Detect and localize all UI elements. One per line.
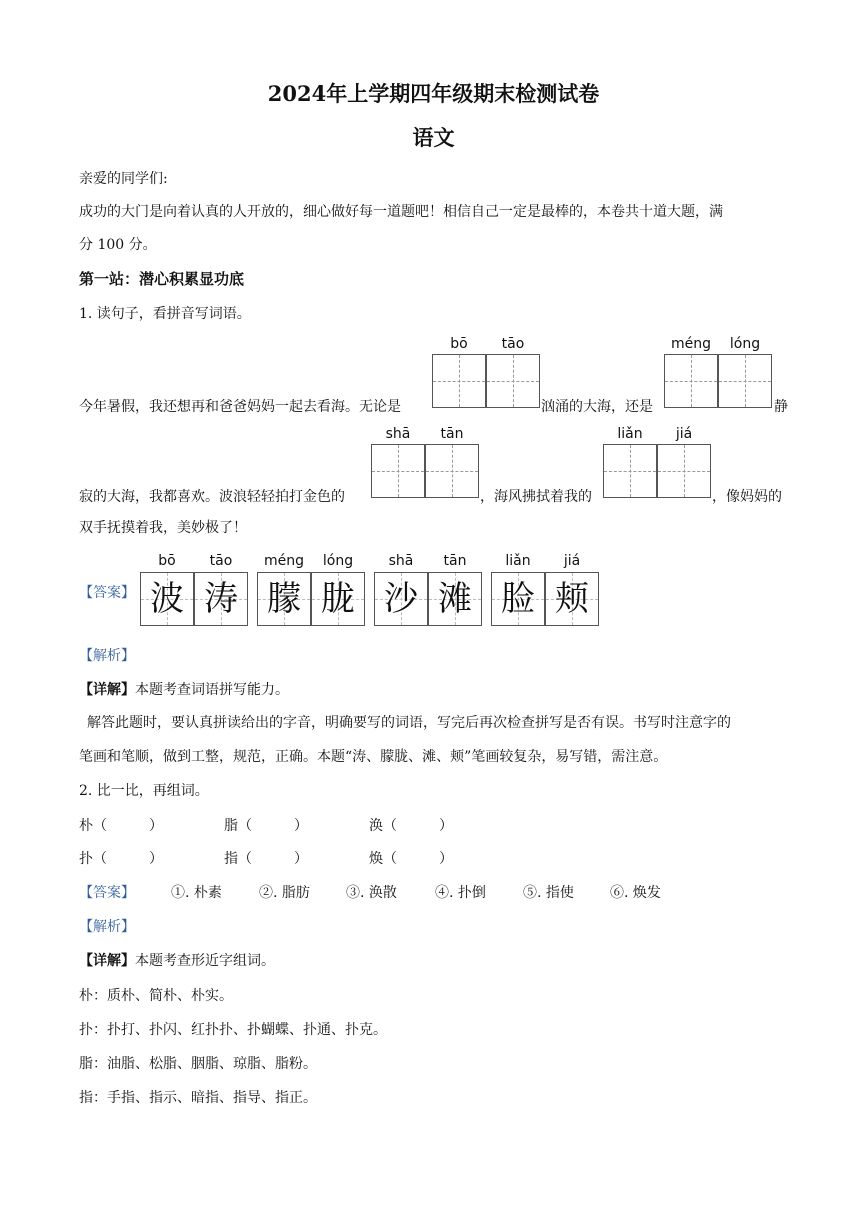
- pinyin-tan: tān: [440, 426, 464, 442]
- detail-text-2: 本题考查形近字组词。: [135, 953, 275, 969]
- answer-box: [257, 572, 311, 626]
- word-group-line: 扑：扑打、扑闪、红扑扑、扑蝴蝶、扑通、扑克。: [79, 1022, 387, 1038]
- answer-char: 波: [150, 579, 184, 619]
- answer-box: [374, 572, 428, 626]
- compare-item[interactable]: 脂（ ）: [224, 818, 308, 834]
- answer-label-2: 【答案】: [79, 885, 135, 901]
- answer-box: [311, 572, 365, 626]
- blank-box-jia[interactable]: [657, 444, 711, 498]
- answer-pinyin-tan: tān: [443, 553, 467, 569]
- answer-char: 沙: [384, 579, 418, 619]
- word-group-line: 朴：质朴、简朴、朴实。: [79, 988, 233, 1004]
- answer-box: [545, 572, 599, 626]
- answer-item: ⑥. 焕发: [610, 885, 661, 901]
- pinyin-meng: méng: [670, 336, 711, 352]
- sentence-line-2a: 寂的大海，我都喜欢。波浪轻轻拍打金色的: [79, 489, 345, 505]
- answer-pinyin-sha: shā: [388, 553, 414, 569]
- answer-box: [491, 572, 545, 626]
- answer-char: 颊: [555, 579, 589, 619]
- explanation-line-2: 笔画和笔顺，做到工整，规范，正确。本题“涛、朦胧、滩、颊”笔画较复杂，易写错，需注意。: [79, 749, 668, 765]
- subject-title: 语文: [412, 125, 455, 150]
- sentence-line-3: 双手抚摸着我，美妙极了！: [79, 520, 247, 536]
- pinyin-long: lóng: [729, 336, 761, 352]
- detail-label: 【详解】: [79, 682, 135, 698]
- blank-box-lian[interactable]: [603, 444, 657, 498]
- answer-item: ⑤. 指使: [523, 885, 574, 901]
- word-group-line: 指：手指、指示、暗指、指导、指正。: [79, 1090, 317, 1106]
- pinyin-jia: jiá: [675, 426, 693, 442]
- answer-box: [140, 572, 194, 626]
- question-2-prompt: 2. 比一比，再组词。: [79, 783, 209, 799]
- intro-line-1: 成功的大门是向着认真的人开放的，细心做好每一道题吧！相信自己一定是最棒的，本卷共十道大题，满: [79, 204, 723, 220]
- compare-item[interactable]: 焕（ ）: [369, 851, 453, 867]
- greeting: 亲爱的同学们:: [79, 171, 168, 187]
- sentence-line-2c: ，像妈妈的: [712, 489, 782, 505]
- analysis-label: 【解析】: [79, 648, 135, 664]
- answer-label: 【答案】: [79, 585, 135, 601]
- detail-row-2: [79, 950, 275, 970]
- blank-box-bo[interactable]: [432, 354, 486, 408]
- page-title: 2024年上学期四年级期末检测试卷: [267, 81, 600, 106]
- blank-box-tao[interactable]: [486, 354, 540, 408]
- question-1-prompt: 1. 读句子，看拼音写词语。: [79, 306, 251, 322]
- answer-pinyin-tao: tāo: [209, 553, 233, 569]
- answer-char: 胧: [321, 579, 355, 619]
- compare-item[interactable]: 涣（ ）: [369, 818, 453, 834]
- answer-pinyin-jia: jiá: [563, 553, 581, 569]
- blank-box-meng[interactable]: [664, 354, 718, 408]
- answer-pinyin-lian: liǎn: [505, 553, 531, 569]
- pinyin-sha: shā: [385, 426, 411, 442]
- compare-item[interactable]: 指（ ）: [224, 851, 308, 867]
- intro-line-2: 分 100 分。: [79, 237, 157, 253]
- explanation-line-1: 解答此题时，要认真拼读给出的字音，明确要写的词语，写完后再次检查拼写是否有误。书写时注意字的: [87, 715, 731, 731]
- word-group-line: 脂：油脂、松脂、胭脂、琼脂、脂粉。: [79, 1056, 317, 1072]
- blank-box-sha[interactable]: [371, 444, 425, 498]
- answer-item: ②. 脂肪: [259, 885, 310, 901]
- sentence-line-1a: 今年暑假，我还想再和爸爸妈妈一起去看海。无论是: [79, 399, 401, 415]
- answer-char: 涛: [204, 579, 238, 619]
- sentence-line-1b: 汹涌的大海，还是: [541, 399, 653, 415]
- answer-box: [428, 572, 482, 626]
- sentence-line-2b: ，海风拂拭着我的: [480, 489, 592, 505]
- answer-item: ③. 涣散: [346, 885, 397, 901]
- answer-item: ①. 朴素: [171, 885, 222, 901]
- answer-pinyin-long: lóng: [322, 553, 354, 569]
- answer-box: [194, 572, 248, 626]
- pinyin-tao: tāo: [501, 336, 525, 352]
- answer-char: 滩: [438, 579, 472, 619]
- answer-item: ④. 扑倒: [435, 885, 486, 901]
- detail-text: 本题考查词语拼写能力。: [135, 682, 289, 698]
- answer-pinyin-meng: méng: [263, 553, 304, 569]
- pinyin-bo: bō: [450, 336, 468, 352]
- pinyin-lian: liǎn: [617, 426, 643, 442]
- compare-item[interactable]: 朴（ ）: [79, 818, 163, 834]
- sentence-line-1c: 静: [774, 399, 788, 415]
- compare-item[interactable]: 扑（ ）: [79, 851, 163, 867]
- answer-pinyin-bo: bō: [158, 553, 176, 569]
- section-title: 第一站：潜心积累显功底: [79, 270, 245, 288]
- blank-box-long[interactable]: [718, 354, 772, 408]
- detail-row: [79, 679, 289, 699]
- detail-label-2: 【详解】: [79, 953, 135, 969]
- answer-char: 朦: [267, 579, 301, 619]
- blank-box-tan[interactable]: [425, 444, 479, 498]
- analysis-label-2: 【解析】: [79, 919, 135, 935]
- answer-char: 脸: [501, 579, 535, 619]
